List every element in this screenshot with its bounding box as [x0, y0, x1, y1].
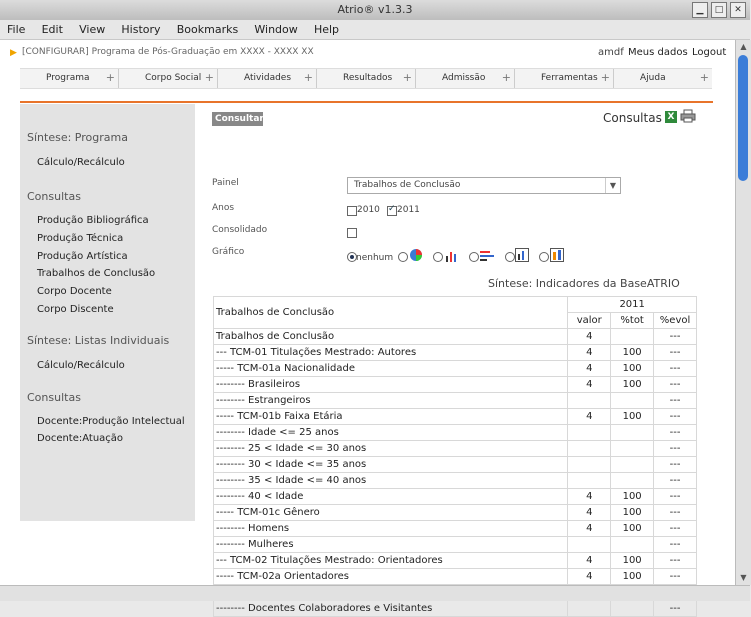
sidebar-item-producao-bibliografica[interactable]: Produção Bibliográfica — [37, 215, 149, 226]
vertical-scrollbar[interactable] — [735, 40, 751, 585]
plus-icon: + — [600, 71, 610, 84]
header-main-cell: Trabalhos de Conclusão — [214, 297, 568, 329]
year-2011-label: 2011 — [397, 205, 420, 215]
horizontal-bar-icon — [480, 250, 494, 265]
row-value: --- — [654, 425, 697, 441]
table-row — [214, 553, 697, 569]
row-value: --- — [654, 345, 697, 361]
scroll-up-icon[interactable]: ▲ — [740, 42, 747, 51]
sidebar-item-docente-producao[interactable]: Docente:Produção Intelectual — [37, 416, 185, 427]
row-value — [568, 537, 611, 553]
grafico-label: Gráfico — [212, 247, 245, 257]
row-value: --- — [654, 569, 697, 585]
excel-icon[interactable]: X — [665, 111, 677, 123]
menu-window[interactable]: Window — [254, 23, 298, 36]
maximize-icon[interactable]: □ — [711, 2, 727, 18]
consultar-tab[interactable]: Consultar — [212, 112, 263, 126]
menu-view[interactable]: View — [79, 23, 106, 36]
row-value: 4 — [568, 361, 611, 377]
row-value — [611, 393, 654, 409]
user-name: amdf — [598, 47, 624, 58]
row-label: --- TCM-01 Titulações Mestrado: Autores — [214, 345, 568, 361]
row-label: ----- TCM-01a Nacionalidade — [214, 361, 568, 377]
year-2011-checkbox[interactable] — [387, 206, 397, 216]
row-value: 4 — [568, 569, 611, 585]
row-value: 4 — [568, 489, 611, 505]
header-pct-tot: %tot — [611, 313, 654, 329]
logout-link[interactable]: Logout — [692, 47, 727, 58]
row-value — [611, 601, 654, 617]
row-value: 4 — [568, 329, 611, 345]
row-label: ----- TCM-01b Faixa Etária — [214, 409, 568, 425]
sidebar-section-title: Consultas — [27, 391, 81, 404]
plus-icon: + — [402, 71, 412, 84]
row-value: --- — [654, 377, 697, 393]
top-line — [0, 40, 735, 66]
sidebar-item-calculo[interactable]: Cálculo/Recálculo — [37, 157, 125, 168]
table-row — [214, 345, 697, 361]
row-value: 4 — [568, 377, 611, 393]
nav-ferramentas[interactable] — [515, 69, 614, 88]
page-viewport — [0, 40, 735, 614]
row-value: 4 — [568, 553, 611, 569]
year-2010-label: 2010 — [357, 205, 380, 215]
row-value — [568, 425, 611, 441]
row-label: -------- Docentes Colaboradores e Visitantes — [214, 601, 568, 617]
plus-icon: + — [501, 71, 511, 84]
table-row — [214, 361, 697, 377]
row-value — [611, 473, 654, 489]
stacked-chart-icon — [550, 248, 564, 265]
nav-resultados[interactable] — [317, 69, 416, 88]
painel-select[interactable] — [347, 177, 621, 194]
grafico-hbar-radio[interactable] — [469, 252, 479, 262]
chevron-down-icon: ▼ — [605, 178, 620, 193]
close-icon[interactable]: ✕ — [730, 2, 746, 18]
row-value: 4 — [568, 521, 611, 537]
table-row — [214, 377, 697, 393]
header-pct-evol: %evol — [654, 313, 697, 329]
year-2010-checkbox[interactable] — [347, 206, 357, 216]
row-value: --- — [654, 537, 697, 553]
table-row — [214, 473, 697, 489]
row-value — [568, 393, 611, 409]
painel-label: Painel — [212, 178, 239, 188]
sidebar-item-producao-tecnica[interactable]: Produção Técnica — [37, 233, 124, 244]
row-value: 100 — [611, 377, 654, 393]
menu-bookmarks[interactable]: Bookmarks — [176, 23, 239, 36]
row-value: --- — [654, 393, 697, 409]
window-title: Atrio® v1.3.3 — [337, 3, 413, 16]
main-content — [205, 104, 705, 614]
row-value: 4 — [568, 409, 611, 425]
grafico-nenhum-label: nenhum — [356, 253, 394, 263]
table-row — [214, 569, 697, 585]
table-row — [214, 329, 697, 345]
row-value — [568, 457, 611, 473]
row-value: --- — [654, 601, 697, 617]
grafico-pie-radio[interactable] — [398, 252, 408, 262]
sidebar — [20, 104, 195, 521]
sidebar-item-calculo-listas[interactable]: Cálculo/Recálculo — [37, 360, 125, 371]
sidebar-item-producao-artistica[interactable]: Produção Artística — [37, 251, 128, 262]
nav-label: Corpo Social — [145, 73, 202, 83]
row-label: ----- TCM-01c Gênero — [214, 505, 568, 521]
row-value: 100 — [611, 489, 654, 505]
warning-icon: ▶ — [10, 48, 17, 58]
header-year-cell: 2011 — [568, 297, 697, 313]
plus-icon: + — [105, 71, 115, 84]
grafico-bar-radio[interactable] — [433, 252, 443, 262]
painel-value: Trabalhos de Conclusão — [354, 180, 461, 190]
row-label: -------- Homens — [214, 521, 568, 537]
row-value — [611, 457, 654, 473]
consolidado-label: Consolidado — [212, 225, 268, 235]
row-label: -------- Mulheres — [214, 537, 568, 553]
row-value: --- — [654, 505, 697, 521]
nav-programa[interactable] — [20, 69, 119, 88]
row-value: --- — [654, 361, 697, 377]
nav-label: Admissão — [442, 73, 486, 83]
consultas-heading: Consultas — [603, 111, 662, 125]
window-titlebar — [0, 0, 750, 21]
row-label: -------- Idade <= 25 anos — [214, 425, 568, 441]
row-label: Trabalhos de Conclusão — [214, 329, 568, 345]
grafico-column-radio[interactable] — [505, 252, 515, 262]
nav-label: Resultados — [343, 73, 393, 83]
row-value — [568, 441, 611, 457]
row-value: 100 — [611, 521, 654, 537]
nav-label: Atividades — [244, 73, 292, 83]
row-value: --- — [654, 409, 697, 425]
row-label: -------- 30 < Idade <= 35 anos — [214, 457, 568, 473]
row-label: -------- 35 < Idade <= 40 anos — [214, 473, 568, 489]
row-label: -------- Brasileiros — [214, 377, 568, 393]
sidebar-section-title: Consultas — [27, 190, 81, 203]
print-icon[interactable] — [681, 110, 695, 122]
row-label: --- TCM-02 Titulações Mestrado: Orientadores — [214, 553, 568, 569]
row-value: 4 — [568, 505, 611, 521]
main-nav — [20, 68, 712, 89]
menu-edit[interactable]: Edit — [41, 23, 63, 36]
row-value — [568, 601, 611, 617]
nav-label: Ajuda — [640, 73, 666, 83]
row-value — [568, 473, 611, 489]
sidebar-item-corpo-discente[interactable]: Corpo Discente — [37, 304, 114, 315]
consolidado-checkbox[interactable] — [347, 228, 357, 238]
row-label: -------- Estrangeiros — [214, 393, 568, 409]
plus-icon: + — [204, 71, 214, 84]
table-row — [214, 457, 697, 473]
grafico-stacked-radio[interactable] — [539, 252, 549, 262]
table-row — [214, 601, 697, 617]
menu-help[interactable]: Help — [313, 23, 340, 36]
row-value: 100 — [611, 553, 654, 569]
table-row — [214, 521, 697, 537]
program-path: [CONFIGURAR] Programa de Pós-Graduação em XXXX - XXXX XX — [22, 47, 314, 57]
row-value: --- — [654, 457, 697, 473]
menu-file[interactable]: File — [7, 23, 26, 36]
sidebar-item-docente-atuacao[interactable]: Docente:Atuação — [37, 433, 124, 444]
table-header-row — [214, 297, 697, 313]
row-value: 100 — [611, 345, 654, 361]
sidebar-item-corpo-docente[interactable]: Corpo Docente — [37, 286, 112, 297]
nav-ajuda[interactable] — [614, 69, 712, 88]
scroll-thumb[interactable] — [738, 55, 748, 181]
nav-label: Ferramentas — [541, 73, 598, 83]
table-row — [214, 409, 697, 425]
scroll-down-icon[interactable]: ▼ — [740, 573, 747, 582]
indicators-table — [213, 296, 697, 617]
row-value: --- — [654, 441, 697, 457]
row-value: --- — [654, 521, 697, 537]
row-label: -------- 25 < Idade <= 30 anos — [214, 441, 568, 457]
horizontal-scrollbar[interactable] — [0, 585, 750, 601]
row-value: --- — [654, 329, 697, 345]
table-row — [214, 393, 697, 409]
column-chart-icon — [515, 248, 529, 265]
plus-icon: + — [303, 71, 313, 84]
row-value: 100 — [611, 361, 654, 377]
header-valor: valor — [568, 313, 611, 329]
minimize-icon[interactable]: ▁ — [692, 2, 708, 18]
menu-history[interactable]: History — [121, 23, 161, 36]
table-row — [214, 425, 697, 441]
row-value: --- — [654, 489, 697, 505]
row-value: --- — [654, 553, 697, 569]
table-row — [214, 537, 697, 553]
table-row — [214, 441, 697, 457]
meus-dados-link[interactable]: Meus dados — [628, 47, 688, 58]
row-value — [611, 425, 654, 441]
orange-divider — [20, 101, 713, 103]
row-value — [611, 329, 654, 345]
table-row — [214, 505, 697, 521]
row-value: --- — [654, 473, 697, 489]
sidebar-item-trabalhos-conclusao[interactable]: Trabalhos de Conclusão — [37, 268, 156, 279]
row-label: -------- 40 < Idade — [214, 489, 568, 505]
row-value — [611, 441, 654, 457]
row-value — [611, 537, 654, 553]
indicators-title: Síntese: Indicadores da BaseATRIO — [488, 277, 680, 290]
pie-chart-icon — [409, 248, 423, 265]
plus-icon: + — [699, 71, 709, 84]
table-row — [214, 489, 697, 505]
row-value: 100 — [611, 569, 654, 585]
nav-corpo-social[interactable] — [119, 69, 218, 88]
anos-label: Anos — [212, 203, 235, 213]
nav-label: Programa — [46, 73, 90, 83]
sidebar-section-title: Síntese: Programa — [27, 131, 128, 144]
row-value: 100 — [611, 505, 654, 521]
sidebar-section-title: Síntese: Listas Individuais — [27, 334, 170, 347]
menu-bar — [0, 20, 750, 40]
nav-admissao[interactable] — [416, 69, 515, 88]
nav-atividades[interactable] — [218, 69, 317, 88]
row-value: 100 — [611, 409, 654, 425]
row-value: 4 — [568, 345, 611, 361]
row-label: ----- TCM-02a Orientadores — [214, 569, 568, 585]
bar-chart-icon — [445, 250, 457, 265]
